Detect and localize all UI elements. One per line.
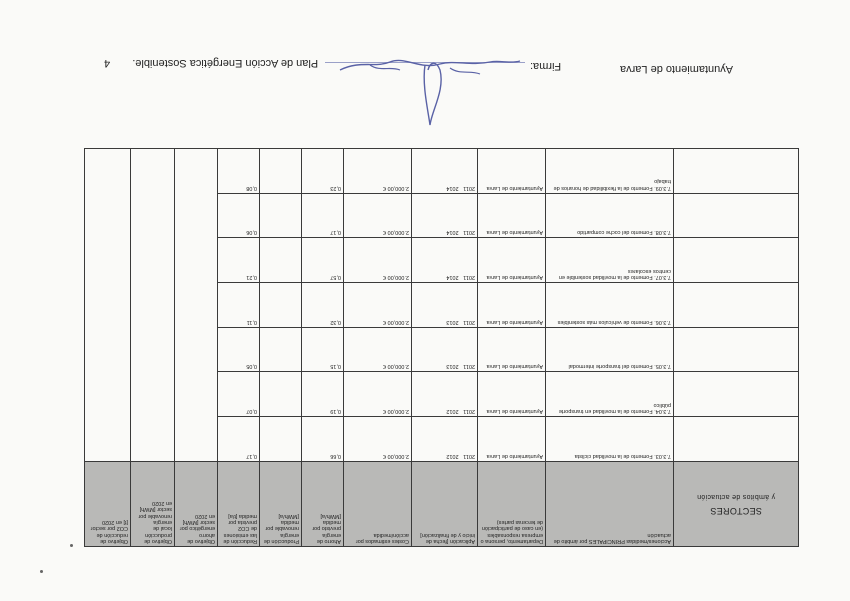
sector-cell [674,417,799,462]
cost-cell: 2.000,00 € [344,238,412,283]
production-cell [260,372,302,417]
municipality-footer: Ayuntamiento de Larva [620,63,733,75]
document-title: Plan de Acción Energética Sostenible. [132,57,319,69]
firma-label: Firma: [530,60,562,72]
action-cell: 7.3.04. Fomento de la movilidad en transporte público [546,372,674,417]
saving-cell: 0,57 [302,238,344,283]
responsible-cell: Ayuntamiento de Larva [478,193,546,238]
sector-cell [674,149,799,194]
document-title-footer [104,57,318,69]
header-acciones: Acciones/medidas PRINCIPALES por ámbito de actuación [546,461,674,546]
header-costes: Costes estimados por acción/medida [344,461,412,546]
co2-cell: 0,08 [218,149,260,194]
scan-speck [70,544,73,547]
scan-speck [40,570,43,573]
saving-cell: 0,23 [302,149,344,194]
co2-cell: 0,07 [218,372,260,417]
handwritten-signature [330,40,530,135]
responsible-cell: Ayuntamiento de Larva [478,283,546,328]
header-reduccion: Reducción de las emisiones de CO2 prevista por medida [t/a] [218,461,260,546]
header-objetivo-renovable: Objetivo de producción local de energía renovable por sector [MWh] en 2020 [131,461,175,546]
cost-cell: 2.000,00 € [344,417,412,462]
sector-cell [674,193,799,238]
saving-cell: 0,17 [302,193,344,238]
dates-cell: 2011 2014 [412,238,478,283]
table-header-row [85,461,799,546]
production-cell [260,193,302,238]
header-ahorro: Ahorro de energía previsto por medida [MWh/a] [302,461,344,546]
header-objetivo-ahorro: Objetivo de ahorro energético por sector [MWh] en 2020 [175,461,218,546]
dates-cell: 2011 2012 [412,417,478,462]
saving-cell: 0,15 [302,327,344,372]
co2-cell: 0,17 [218,417,260,462]
dates-cell: 2011 2013 [412,327,478,372]
responsible-cell: Ayuntamiento de Larva [478,372,546,417]
sector-cell [674,238,799,283]
responsible-cell: Ayuntamiento de Larva [478,149,546,194]
production-cell [260,327,302,372]
co2-cell: 0,05 [218,327,260,372]
dates-cell: 2011 2014 [412,193,478,238]
cost-cell: 2.000,00 € [344,149,412,194]
action-cell: 7.3.06. Fomento de vehículos más sostenibles [546,283,674,328]
sector-cell [674,372,799,417]
co2-cell: 0,11 [218,283,260,328]
header-produccion: Producción de energía renovable por medida [MWh/a] [260,461,302,546]
responsible-cell: Ayuntamiento de Larva [478,417,546,462]
table-body [85,149,799,462]
objective-cell [85,149,131,462]
cost-cell: 2.000,00 € [344,193,412,238]
objective-cell [131,149,175,462]
objective-cell [175,149,218,462]
cost-cell: 2.000,00 € [344,327,412,372]
action-cell: 7.3.09. Fomento de la flexibilidad de horarios de trabajo [546,149,674,194]
co2-cell: 0,06 [218,193,260,238]
action-cell: 7.3.05. Fomento del transporte intermodal [546,327,674,372]
dates-cell: 2011 2014 [412,149,478,194]
saving-cell: 0,66 [302,417,344,462]
cost-cell: 2.000,00 € [344,372,412,417]
sector-cell [674,283,799,328]
header-responsable: Departamento, persona o empresa responsables (en caso de participación de terceras partes) [478,461,546,546]
header-objetivo-co2: Objetivo de reducción de CO2 por sector [t] en 2020 [85,461,131,546]
action-cell: 7.3.07. Fomento de la movilidad sostenible en centros escolares [546,238,674,283]
responsible-cell: Ayuntamiento de Larva [478,238,546,283]
dates-cell: 2011 2012 [412,372,478,417]
header-sectores: SECTORES y ámbitos de actuación [674,461,799,546]
action-cell: 7.3.03. Fomento de la movilidad ciclista [546,417,674,462]
saving-cell: 0,19 [302,372,344,417]
production-cell [260,283,302,328]
dates-cell: 2011 2013 [412,283,478,328]
co2-cell: 0,21 [218,238,260,283]
page-number: 4 [104,57,111,69]
production-cell [260,238,302,283]
sector-cell [674,327,799,372]
saving-cell: 0,32 [302,283,344,328]
action-plan-table [84,148,799,547]
cost-cell: 2.000,00 € [344,283,412,328]
table-row [85,417,799,462]
production-cell [260,149,302,194]
responsible-cell: Ayuntamiento de Larva [478,327,546,372]
action-cell: 7.3.08. Fomento del coche compartido [546,193,674,238]
production-cell [260,417,302,462]
header-aplicacion: Aplicación [fecha de inicio y de finalización] [412,461,478,546]
